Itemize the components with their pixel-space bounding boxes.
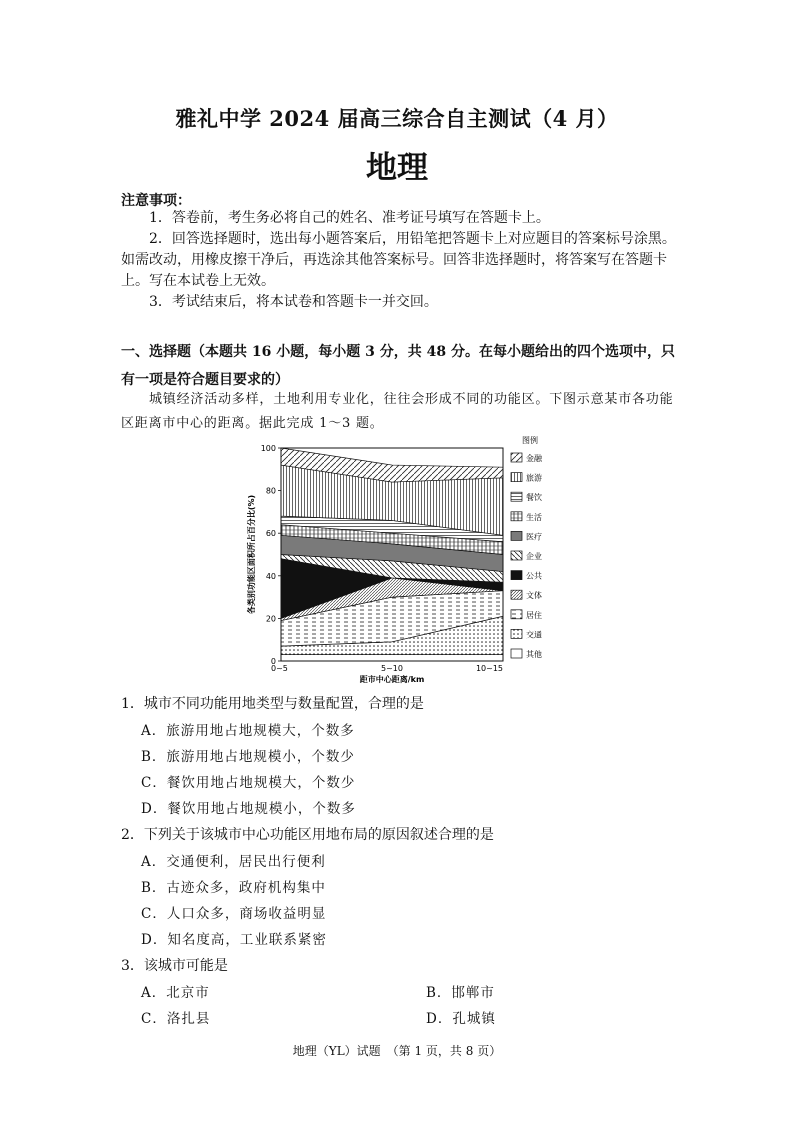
legend-label-金融: 金融 <box>526 454 542 463</box>
q1-option-b[interactable]: B．旅游用地占地规模小，个数少 <box>141 749 355 765</box>
y-tick-label: 100 <box>260 444 276 453</box>
legend-swatch-生活 <box>511 512 522 521</box>
legend-label-交通: 交通 <box>526 630 542 640</box>
q2-option-b[interactable]: B．古迹众多，政府机构集中 <box>141 880 326 896</box>
legend-swatch-餐饮 <box>511 492 522 501</box>
x-axis-label: 距市中心距离/km <box>359 675 425 684</box>
notice-item: 1．答卷前，考生务必将自己的姓名、准考证号填写在答题卡上。 <box>149 210 550 226</box>
notice-item: 2．回答选择题时，选出每小题答案后，用铅笔把答题卡上对应题目的答案标号涂黑。如需改动，用橡皮擦干净后，再选涂其他答案标号。回答非选择题时，将答案写在答题卡上。写在本试卷上无效。 <box>121 231 676 289</box>
legend-title: 图例 <box>522 436 538 445</box>
q1-option-a[interactable]: A．旅游用地占地规模大，个数多 <box>141 723 355 739</box>
legend-label-企业: 企业 <box>526 552 542 561</box>
legend-swatch-旅游 <box>511 473 522 482</box>
legend-swatch-金融 <box>511 453 522 462</box>
legend-swatch-文体 <box>511 590 522 599</box>
legend-label-其他: 其他 <box>526 650 542 659</box>
x-tick-label: 5~10 <box>381 664 403 673</box>
page-footer: 地理（YL）试题 （第 1 页，共 8 页） <box>292 1044 502 1058</box>
area-其他 <box>281 655 503 661</box>
q1-option-d[interactable]: D．餐饮用地占地规模小，个数多 <box>141 801 356 817</box>
y-tick-label: 40 <box>265 571 276 581</box>
legend-swatch-居住 <box>511 610 522 619</box>
q3-option-a[interactable]: A．北京市 <box>141 985 210 1001</box>
question-1-stem: 1．城市不同功能用地类型与数量配置，合理的是 <box>121 696 424 712</box>
subject-title: 地理 <box>366 150 428 186</box>
legend-label-餐饮: 餐饮 <box>526 493 542 503</box>
legend-label-医疗: 医疗 <box>526 532 542 542</box>
x-tick-label: 0~5 <box>271 664 288 673</box>
legend-swatch-公共 <box>511 571 522 580</box>
chart-areas <box>281 448 503 661</box>
q2-option-d[interactable]: D．知名度高，工业联系紧密 <box>141 932 327 948</box>
legend-label-旅游: 旅游 <box>526 473 542 483</box>
y-axis-label: 各类别功能区面积所占百分比(%) <box>247 494 256 615</box>
legend-label-公共: 公共 <box>526 571 542 581</box>
q2-option-c[interactable]: C．人口众多，商场收益明显 <box>141 906 327 922</box>
question-2-stem: 2．下列关于该城市中心功能区用地布局的原因叙述合理的是 <box>121 827 494 843</box>
q3-option-c[interactable]: C．洛扎县 <box>141 1011 211 1027</box>
y-tick-label: 60 <box>265 529 276 539</box>
legend-swatch-交通 <box>511 629 522 638</box>
land-use-area-chart <box>240 432 560 690</box>
q1-option-c[interactable]: C．餐饮用地占地规模大，个数少 <box>141 775 356 791</box>
legend-swatch-其他 <box>511 649 522 658</box>
notice-heading: 注意事项： <box>121 193 191 209</box>
question-intro: 城镇经济活动多样，土地利用专业化，往往会形成不同的功能区。下图示意某市各功能区距离市中心的距离。据此完成 1～3 题。 <box>121 392 674 431</box>
chart-legend <box>511 435 543 659</box>
legend-label-生活: 生活 <box>526 512 542 522</box>
exam-title: 雅礼中学 2024 届高三综合自主测试（4 月） <box>175 106 619 131</box>
legend-swatch-医疗 <box>511 531 522 540</box>
y-tick-label: 80 <box>265 486 276 496</box>
notice-list <box>121 208 681 313</box>
q3-option-b[interactable]: B．邯郸市 <box>426 985 495 1001</box>
question-3-stem: 3．该城市可能是 <box>121 958 228 974</box>
section-heading: 一、选择题（本题共 16 小题，每小题 3 分，共 48 分。在每小题给出的四个选项中，只有一项是符合题目要求的） <box>121 344 675 388</box>
x-tick-label: 10~15 <box>475 664 503 673</box>
legend-label-居住: 居住 <box>526 610 542 620</box>
legend-swatch-企业 <box>511 551 522 560</box>
y-tick-label: 20 <box>265 614 276 624</box>
q3-option-d[interactable]: D．孔城镇 <box>426 1011 496 1027</box>
legend-label-文体: 文体 <box>526 591 542 601</box>
q2-option-a[interactable]: A．交通便利，居民出行便利 <box>141 854 326 870</box>
y-tick-label: 0 <box>270 657 276 666</box>
notice-item: 3．考试结束后，将本试卷和答题卡一并交回。 <box>149 294 438 310</box>
